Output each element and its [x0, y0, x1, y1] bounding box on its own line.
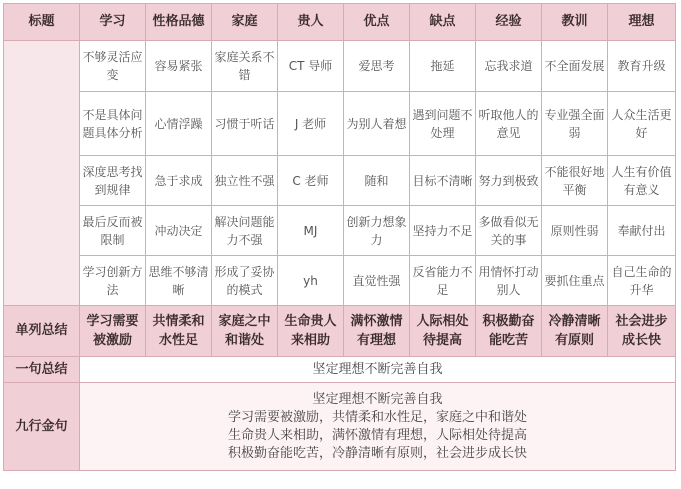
nine-lines-line: 生命贵人来相助，满怀激情有理想，人际相处待提高 [227, 427, 527, 443]
summary-cell: 家庭之中和谐处 [212, 306, 278, 357]
table-cell: 思维不够清晰 [146, 256, 212, 306]
one-sentence-label: 一句总结 [4, 357, 80, 383]
table-cell: 多做看似无关的事 [476, 206, 542, 256]
table-cell: 直觉性强 [344, 256, 410, 306]
column-summary-row [4, 306, 676, 357]
table-cell: 遇到问题不处理 [410, 92, 476, 156]
table-cell: 创新力想象力 [344, 206, 410, 256]
summary-cell: 冷静清晰有原则 [542, 306, 608, 357]
table-row [4, 41, 676, 92]
table-cell: 用情怀打动别人 [476, 256, 542, 306]
nine-lines-line: 坚定理想不断完善自我 [312, 391, 443, 407]
column-summary-label: 单列总结 [4, 306, 80, 357]
table-cell: 冲动决定 [146, 206, 212, 256]
table-cell: 奉献付出 [608, 206, 676, 256]
table-cell: 忘我求道 [476, 41, 542, 92]
header-study: 学习 [80, 4, 146, 41]
one-sentence-row [4, 357, 676, 383]
nine-lines-row [4, 383, 676, 471]
table-cell: 拖延 [410, 41, 476, 92]
header-ideal: 理想 [608, 4, 676, 41]
summary-table [3, 3, 676, 471]
table-cell: 专业强全面弱 [542, 92, 608, 156]
summary-cell: 积极勤奋能吃苦 [476, 306, 542, 357]
header-strength: 优点 [344, 4, 410, 41]
summary-cell: 满怀激情有理想 [344, 306, 410, 357]
table-row [4, 206, 676, 256]
table-row [4, 156, 676, 206]
side-blank-cell [4, 41, 80, 306]
table-cell: MJ [278, 206, 344, 256]
table-cell: 要抓住重点 [542, 256, 608, 306]
table-cell: 听取他人的意见 [476, 92, 542, 156]
table-cell: 坚持力不足 [410, 206, 476, 256]
table-cell: 目标不清晰 [410, 156, 476, 206]
table-cell: 心情浮躁 [146, 92, 212, 156]
table-cell: 容易紧张 [146, 41, 212, 92]
summary-cell: 生命贵人来相助 [278, 306, 344, 357]
header-character: 性格品德 [146, 4, 212, 41]
nine-lines-block [80, 383, 676, 471]
table-cell: 反省能力不足 [410, 256, 476, 306]
table-row [4, 92, 676, 156]
header-lesson: 教训 [542, 4, 608, 41]
nine-lines-line: 积极勤奋能吃苦，冷静清晰有原则，社会进步成长快 [227, 445, 527, 461]
table-cell: 随和 [344, 156, 410, 206]
table-cell: J 老师 [278, 92, 344, 156]
table-cell: 不全面发展 [542, 41, 608, 92]
table-cell: 人生有价值有意义 [608, 156, 676, 206]
header-experience: 经验 [476, 4, 542, 41]
table-cell: 为别人着想 [344, 92, 410, 156]
table-cell: 深度思考找到规律 [80, 156, 146, 206]
one-sentence-text: 坚定理想不断完善自我 [80, 357, 676, 383]
header-row [4, 4, 676, 41]
header-title: 标题 [4, 4, 80, 41]
table-cell: 解决问题能力不强 [212, 206, 278, 256]
header-family: 家庭 [212, 4, 278, 41]
table-cell: 习惯于听话 [212, 92, 278, 156]
table-cell: 努力到极致 [476, 156, 542, 206]
table-cell: 教育升级 [608, 41, 676, 92]
table-cell: 形成了妥协的模式 [212, 256, 278, 306]
table-cell: 急于求成 [146, 156, 212, 206]
table-cell: 人众生活更好 [608, 92, 676, 156]
table-cell: C 老师 [278, 156, 344, 206]
header-weakness: 缺点 [410, 4, 476, 41]
table-cell: 学习创新方法 [80, 256, 146, 306]
table-cell: 原则性弱 [542, 206, 608, 256]
table-cell: 家庭关系不错 [212, 41, 278, 92]
table-cell: 自己生命的升华 [608, 256, 676, 306]
table-cell: 不能很好地平衡 [542, 156, 608, 206]
table-cell: 爱思考 [344, 41, 410, 92]
nine-lines-label: 九行金句 [4, 383, 80, 471]
table-cell: 最后反而被限制 [80, 206, 146, 256]
table-cell: 不够灵活应变 [80, 41, 146, 92]
table-cell: 独立性不强 [212, 156, 278, 206]
summary-cell: 社会进步成长快 [608, 306, 676, 357]
summary-cell: 共情柔和水性足 [146, 306, 212, 357]
table-cell: 不是具体问题具体分析 [80, 92, 146, 156]
summary-cell: 学习需要被激励 [80, 306, 146, 357]
summary-cell: 人际相处待提高 [410, 306, 476, 357]
table-cell: yh [278, 256, 344, 306]
table-cell: CT 导师 [278, 41, 344, 92]
nine-lines-line: 学习需要被激励，共情柔和水性足，家庭之中和谐处 [227, 409, 527, 425]
table-row [4, 256, 676, 306]
header-mentor: 贵人 [278, 4, 344, 41]
